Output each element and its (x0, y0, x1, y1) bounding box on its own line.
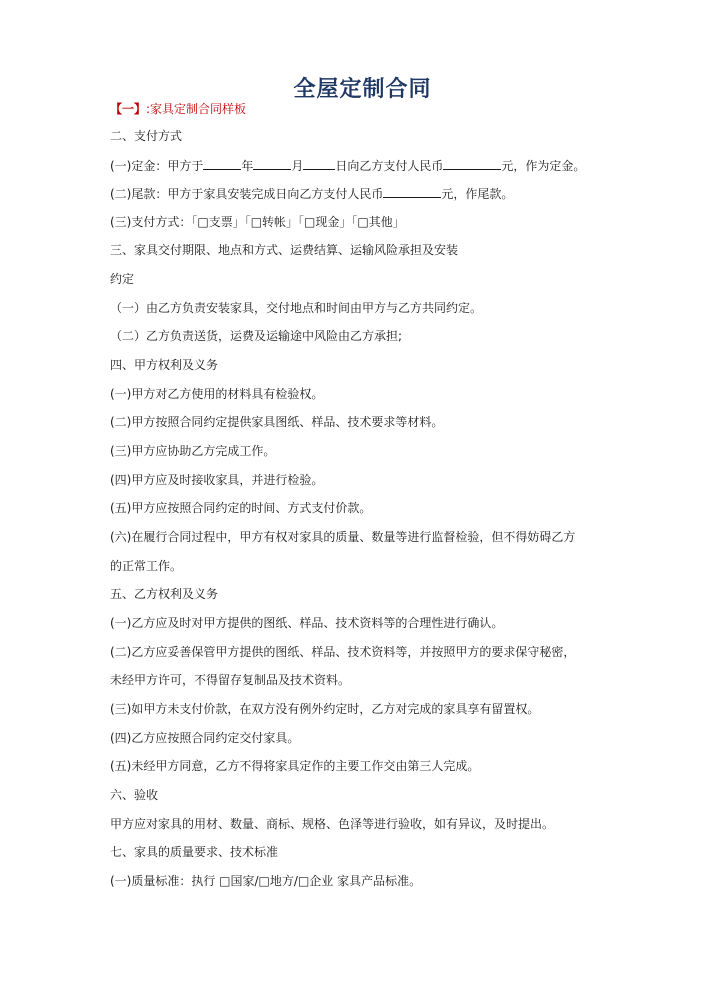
subtitle-text: :家具定制合同样板 (146, 102, 247, 116)
final-text-1: (二)尾款：甲方于家具安装完成日向乙方支付人民币 (110, 187, 384, 201)
clause-b-1: (一)乙方应及时对甲方提供的图纸、样品、技术资料等的合理性进行确认。 (110, 616, 504, 630)
clause-final-payment (110, 185, 513, 202)
deposit-text-4: 日向乙方支付人民币 (335, 159, 444, 173)
clause-a-5: (五)甲方应按照合同约定的时间、方式支付价款。 (110, 501, 372, 515)
clause-a-3: (三)甲方应协助乙方完成工作。 (110, 444, 276, 458)
deposit-text-2: 年 (241, 159, 254, 173)
section-heading-party-a: 四、甲方权利及义务 (110, 358, 219, 372)
clause-b-4: (四)乙方应按照合同约定交付家具。 (110, 731, 300, 745)
clause-a-6-cont: 的正常工作。 (110, 559, 183, 573)
document-title: 全屋定制合同 (293, 76, 432, 102)
section-heading-party-b: 五、乙方权利及义务 (110, 587, 219, 601)
clause-deposit (110, 157, 585, 174)
clause-b-2: (二)乙方应妥善保管甲方提供的图纸、样品、技术资料等，并按照甲方的要求保守秘密， (110, 645, 576, 659)
deposit-amount-blank (443, 157, 501, 170)
deposit-text-1: (一)定金：甲方于 (110, 159, 204, 173)
section-heading-delivery: 三、家具交付期限、地点和方式、运费结算、运输风险承担及安装 (110, 243, 459, 257)
clause-a-1: (一)甲方对乙方使用的材料具有检验权。 (110, 387, 324, 401)
clause-a-6: (六)在履行合同过程中，甲方有权对家具的质量、数量等进行监督检验，但不得妨碍乙方 (110, 530, 576, 544)
deposit-text-3: 月 (291, 159, 304, 173)
section-heading-acceptance: 六、验收 (110, 788, 159, 802)
subtitle-mark: 【一】 (110, 102, 147, 116)
document-subtitle (110, 100, 246, 117)
clause-b-2-cont: 未经甲方许可，不得留存复制品及技术资料。 (110, 673, 351, 687)
clause-quality-standard: (一)质量标准：执行 □国家/□地方/□企业 家具产品标准。 (110, 874, 422, 888)
section-heading-quality: 七、家具的质量要求、技术标准 (110, 845, 279, 859)
clause-payment-method: (三)支付方式：「□支票」「□转帐」「□现金」「□其他」 (110, 215, 405, 229)
clause-a-4: (四)甲方应及时接收家具，并进行检验。 (110, 473, 324, 487)
clause-a-2: (二)甲方按照合同约定提供家具图纸、样品、技术要求等材料。 (110, 415, 444, 429)
final-amount-blank (383, 185, 441, 198)
section-heading-payment: 二、支付方式 (110, 129, 183, 143)
clause-acceptance: 甲方应对家具的用材、数量、商标、规格、色泽等进行验收，如有异议，及时提出。 (110, 817, 555, 831)
clause-b-5: (五)未经甲方同意，乙方不得将家具定作的主要工作交由第三人完成。 (110, 759, 480, 773)
clause-installation: （一）由乙方负责安装家具，交付地点和时间由甲方与乙方共同约定。 (110, 301, 483, 315)
clause-b-3: (三)如甲方未支付价款，在双方没有例外约定时，乙方对完成的家具享有留置权。 (110, 702, 540, 716)
section-heading-delivery-cont: 约定 (110, 272, 135, 286)
year-blank (203, 157, 241, 170)
clause-shipping: （二）乙方负责送货，运费及运输途中风险由乙方承担; (110, 329, 403, 343)
deposit-text-5: 元，作为定金。 (501, 159, 586, 173)
day-blank (303, 157, 335, 170)
final-text-2: 元，作尾款。 (441, 187, 514, 201)
month-blank (253, 157, 291, 170)
